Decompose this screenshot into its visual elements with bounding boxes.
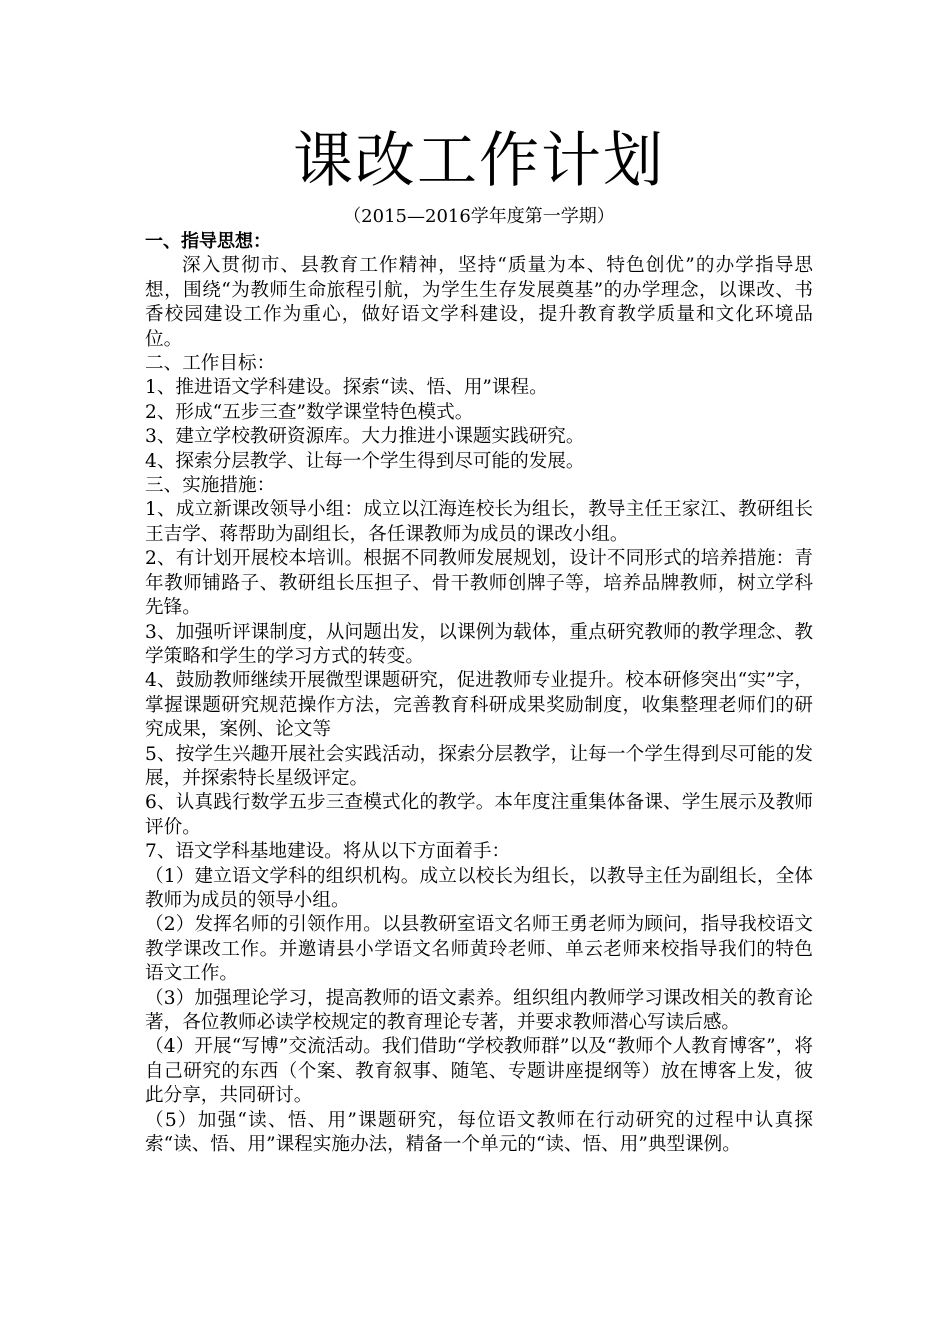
measure-item: 2、有计划开展校本培训。根据不同教师发展规划，设计不同形式的培养措施：青年教师铺路子、教研组长压担子、骨干教师创牌子等，培养品牌教师，树立学科先锋。 <box>145 548 813 619</box>
measure-item: 1、成立新课改领导小组：成立以江海连校长为组长，教导主任王家江、教研组长王吉学、蒋帮助为副组长，各任课教师为成员的课改小组。 <box>145 499 813 545</box>
goal-item: 1、推进语文学科建设。探索“读、悟、用”课程。 <box>145 377 548 399</box>
measure-subitem: （5）加强“读、悟、用”课题研究，每位语文教师在行动研究的过程中认真探索“读、悟、用”课程实施办法，精备一个单元的“读、悟、用”典型课例。 <box>145 1109 813 1156</box>
section-heading-guiding-ideology: 一、指导思想： <box>145 231 271 252</box>
document-title: 课改工作计划 <box>293 126 665 196</box>
measure-subitem: （3）加强理论学习，提高教师的语文素养。组织组内教师学习课改相关的教育论著，各位教师必读学校规定的教育理论专著，并要求教师潜心写读后感。 <box>145 987 813 1033</box>
measure-item: 6、认真践行数学五步三查模式化的教学。本年度注重集体备课、学生展示及教师评价。 <box>145 792 813 838</box>
document-page <box>145 118 813 1157</box>
measure-item: 4、鼓励教师继续开展微型课题研究，促进教师专业提升。校本研修突出“实”字，掌握课题研究规范操作方法，完善教育科研成果奖励制度，收集整理老师们的研究成果，案例、论文等 <box>145 670 813 741</box>
goal-item: 4、探索分层教学、让每一个学生得到尽可能的发展。 <box>145 450 585 472</box>
measure-item: 7、语文学科基地建设。将从以下方面着手： <box>145 841 511 863</box>
document-subtitle: （2015—2016学年度第一学期） <box>343 206 615 227</box>
measure-item: 3、加强听评课制度，从问题出发，以课例为载体，重点研究教师的教学理念、教学策略和学生的学习方式的转变。 <box>145 621 813 667</box>
section-heading-measures: 三、实施措施： <box>145 475 276 497</box>
measure-subitem: （2）发挥名师的引领作用。以县教研室语文名师王勇老师为顾问，指导我校语文教学课改工作。并邀请县小学语文名师黄玲老师、单云老师来校指导我们的特色语文工作。 <box>145 914 813 985</box>
measure-subitem: （4）开展“写博”交流活动。我们借助“学校教师群”以及“教师个人教育博客”，将自己研究的东西（个案、教育叙事、随笔、专题讲座提纲等）放在博客上发，彼此分享，共同研讨。 <box>145 1036 813 1107</box>
measure-item: 5、按学生兴趣开展社会实践活动，探索分层教学，让每一个学生得到尽可能的发展，并探索特长星级评定。 <box>145 743 813 789</box>
goal-item: 2、形成“五步三查”数学课堂特色模式。 <box>145 401 474 423</box>
section-heading-work-goals: 二、工作目标： <box>145 353 276 375</box>
guiding-ideology-paragraph: 深入贯彻市、县教育工作精神，坚持“质量为本、特色创优”的办学指导思想，围绕“为教师生命旅程引航，为学生生存发展奠基”的办学理念，以课改、书香校园建设工作为重心，做好语文学科建设，提升教育教学质量和文化环境品位。 <box>145 255 813 350</box>
goal-item: 3、建立学校教研资源库。大力推进小课题实践研究。 <box>145 426 585 448</box>
measure-subitem: （1）建立语文学科的组织机构。成立以校长为组长，以教导主任为副组长，全体教师为成员的领导小组。 <box>145 865 813 911</box>
